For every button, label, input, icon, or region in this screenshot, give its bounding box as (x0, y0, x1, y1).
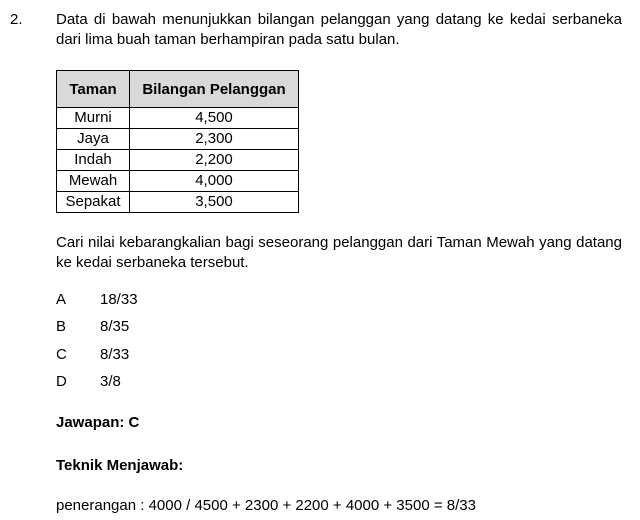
option-d (56, 372, 121, 392)
header-bilangan-pelanggan: Bilangan Pelanggan (130, 71, 299, 108)
answer: Jawapan: C (56, 414, 140, 431)
cell-count: 4,000 (130, 171, 299, 192)
option-text: 18/33 (100, 291, 138, 308)
table-row (57, 108, 299, 129)
option-letter: A (56, 291, 67, 308)
option-text: 8/35 (100, 318, 130, 335)
header-taman: Taman (57, 71, 130, 108)
cell-count: 2,300 (130, 129, 299, 150)
option-a (56, 290, 138, 310)
question-stem: Data di bawah menunjukkan bilangan pelanggan yang datang ke kedai serbaneka dari lima buah taman berhampiran pada satu bulan. (56, 11, 622, 48)
option-b (56, 317, 129, 337)
cell-count: 2,200 (130, 150, 299, 171)
data-table (56, 70, 299, 213)
question-prompt: Cari nilai kebarangkalian bagi seseorang pelanggan dari Taman Mewah yang datang ke kedai serbaneka tersebut. (56, 234, 622, 271)
table-row (57, 150, 299, 171)
question-number: 2. (10, 11, 23, 28)
cell-taman: Murni (57, 108, 130, 129)
option-text: 3/8 (100, 373, 121, 390)
cell-taman: Mewah (57, 171, 130, 192)
cell-count: 3,500 (130, 192, 299, 213)
cell-count: 4,500 (130, 108, 299, 129)
table-row (57, 129, 299, 150)
option-c (56, 345, 129, 365)
cell-taman: Jaya (57, 129, 130, 150)
cell-taman: Indah (57, 150, 130, 171)
option-letter: B (56, 318, 67, 335)
technique-heading: Teknik Menjawab: (56, 457, 184, 474)
cell-taman: Sepakat (57, 192, 130, 213)
explanation: penerangan : 4000 / 4500 + 2300 + 2200 + 4000 + 3500 = 8/33 (56, 497, 476, 514)
table-header-row (57, 71, 299, 108)
table-row (57, 192, 299, 213)
option-letter: D (56, 373, 67, 390)
option-text: 8/33 (100, 346, 130, 363)
option-letter: C (56, 346, 67, 363)
table-row (57, 171, 299, 192)
